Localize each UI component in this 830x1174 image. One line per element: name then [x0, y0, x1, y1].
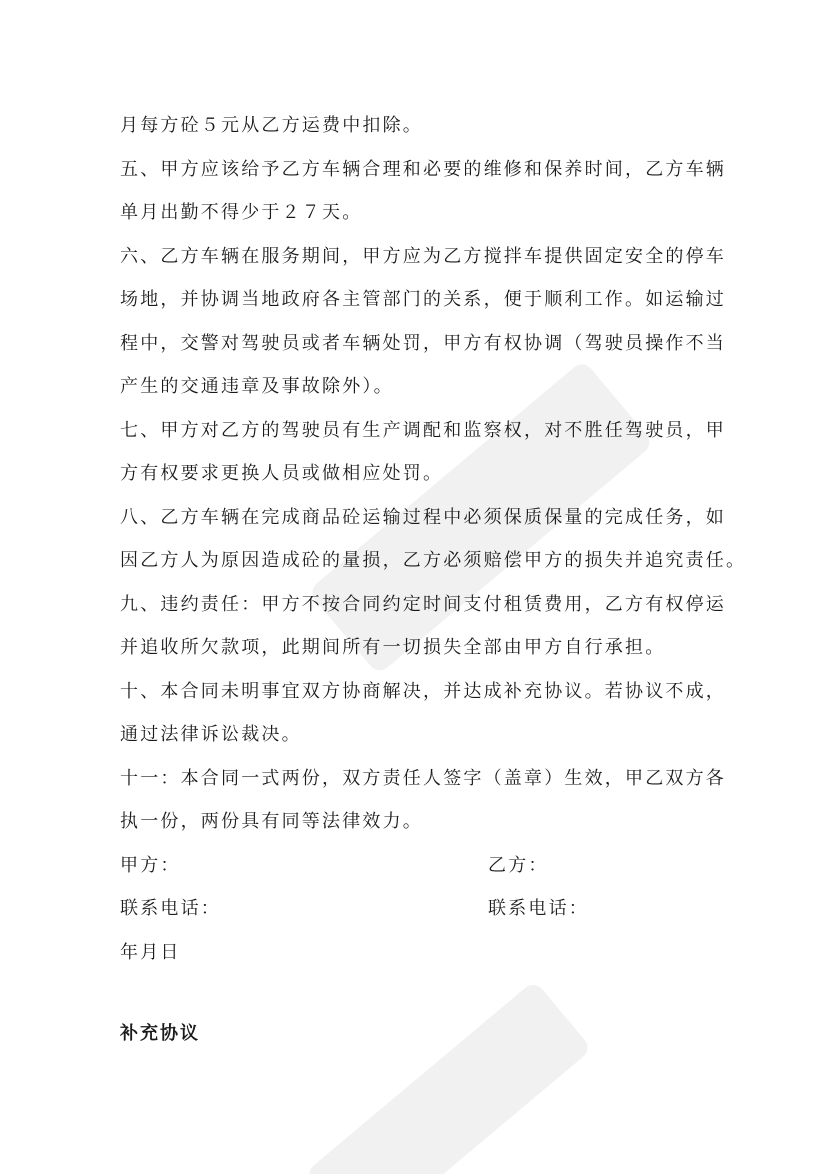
signature-parties-row — [120, 844, 720, 888]
signature-date-row — [120, 931, 720, 975]
clause-5: 五、甲方应该给予乙方车辆合理和必要的维修和保养时间，乙方车辆 单月出勤不得少于２７天。 — [120, 158, 726, 223]
clause-7: 七、甲方对乙方的驾驶员有生产调配和监察权，对不胜任驾驶员，甲 方有权要求更换人员或做相应处罚。 — [120, 419, 726, 484]
signature-phone-row — [120, 887, 720, 931]
clause-6: 六、乙方车辆在服务期间，甲方应为乙方搅拌车提供固定安全的停车 场地，并协调当地政府各主管部门的关系，便于顺利工作。如运输过 程中，交警对驾驶员或者车辆处罚，甲方有权协调（驾驶员操作不当 产生的交通违章及事故除外）。 — [120, 245, 726, 397]
clause-11: 十一：本合同一式两份，双方责任人签字（盖章）生效，甲乙双方各 执一份，两份具有同等法律效力。 — [120, 767, 726, 832]
clause-10: 十、本合同未明事宜双方协商解决，并达成补充协议。若协议不成， 通过法律诉讼裁决。 — [120, 680, 726, 745]
date-label: 年月日 — [120, 941, 181, 963]
party-b-label: 乙方： — [488, 854, 549, 876]
clause-9: 九、违约责任：甲方不按合同约定时间支付租赁费用，乙方有权停运 并追收所欠款项，此期间所有一切损失全部由甲方自行承担。 — [120, 593, 726, 658]
supplement-title: 补充协议 — [120, 1023, 200, 1044]
clause-8: 八、乙方车辆在完成商品砼运输过程中必须保质保量的完成任务，如 因乙方人为原因造成砼的量损，乙方必须赔偿甲方的损失并追究责任。 — [120, 506, 747, 571]
party-a-label: 甲方： — [120, 854, 181, 876]
party-b-phone-label: 联系电话： — [488, 898, 589, 919]
contract-body — [120, 104, 747, 974]
party-a-phone-label: 联系电话： — [120, 898, 221, 919]
paragraph-deduction: 月每方砼５元从乙方运费中扣除。 — [120, 115, 423, 136]
